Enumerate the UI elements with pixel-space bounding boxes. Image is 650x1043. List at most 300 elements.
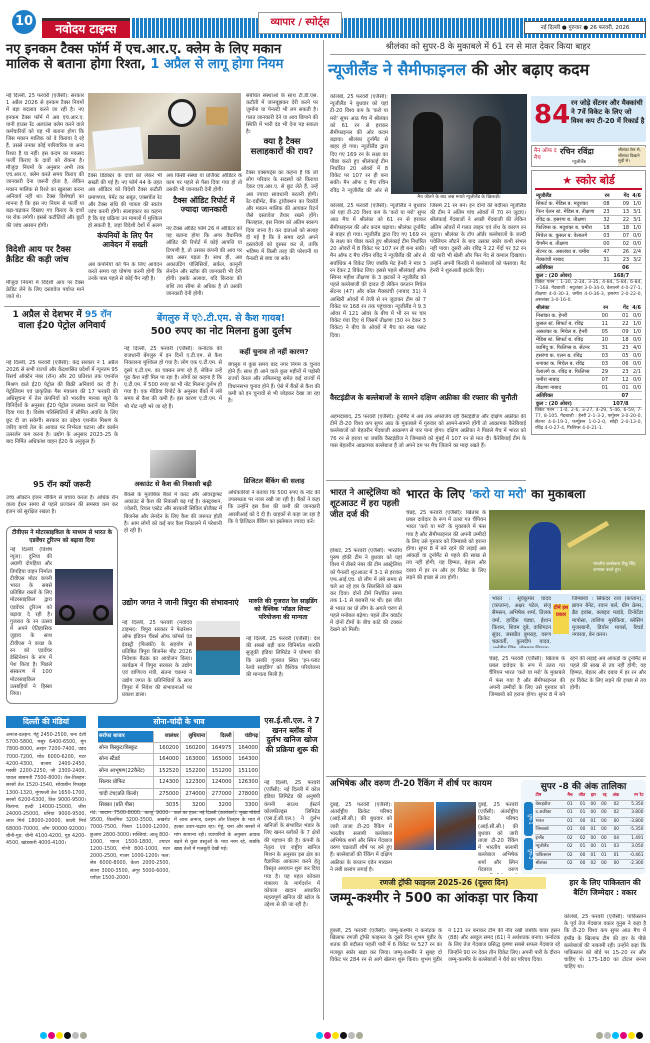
table-cell-value: रन [601, 192, 610, 200]
motm-name: रचिन रविंद्रा [560, 147, 594, 156]
table-cell-value: 3035 [154, 800, 180, 812]
tax-documents-photo [88, 93, 241, 171]
table-cell-value: 00 [599, 312, 609, 320]
points-table [521, 780, 646, 874]
table-cell-value: 164000 [233, 742, 259, 754]
table-cell-value: 02 [611, 240, 631, 248]
table-cell-value: 18 [609, 336, 629, 344]
table-cell-value: 01 [596, 851, 607, 860]
table-cell-label: भारत [535, 817, 563, 826]
table-cell-value: 0/0 [630, 352, 642, 360]
table-cell-value: 08 [603, 200, 610, 207]
table-cell-value: 09 [611, 200, 631, 208]
tax-article-col4: संबंधित संस्थाओं के साथ टी.डी.एस. कटौती में जानबूझकर देरी करने पर जुर्माना या पेनल्टी भी लग सकती है। गलत जानकारी देने या आय छिपाने की स्थिति में भारी दंड भी देना पड़ सकता है। [246, 93, 318, 136]
table-cell-value: 31 [603, 256, 610, 263]
atm-headline-line1: बेंगलुरु में एे.टी.एम. से कैश गायब! [156, 313, 286, 324]
motm-team: न्यूजीलैंड [572, 160, 586, 165]
table-cell-value: -0.461 [620, 851, 644, 860]
tvs-news-box [6, 526, 118, 704]
table-cell-value: मैच [563, 792, 574, 800]
table-cell-value: गेंद [609, 304, 629, 312]
table-cell-value: 1/0 [630, 200, 642, 208]
foreign-income-subhead: विदेशी आय पर टैक्स क्रैडिट की कड़ी जांच [6, 245, 71, 265]
player-figure [473, 116, 501, 194]
audit-subhead: टैक्स ऑडिट रिपोर्ट में ज्यादा जानकारी [173, 196, 235, 215]
color-registration-marks [316, 1024, 364, 1043]
table-cell-value: 277000 [207, 788, 233, 800]
table-cell-value: 29 [599, 368, 609, 376]
table-cell-label: अतिरिक्त [535, 392, 599, 400]
bullion-table [98, 731, 260, 812]
table-cell-label: चैपमैन ब. तीक्षणा [535, 240, 601, 248]
team-row [535, 843, 644, 852]
table-cell-value: 01 [586, 826, 597, 835]
table-cell-value: 164000 [154, 754, 180, 766]
table-cell-value: 07 [599, 376, 609, 384]
hockey-headline: भारत ने आस्ट्रेलिया को शूटआउट में हरा पहली जीत दर्ज की [330, 488, 401, 520]
atm-subhead-election: कहीं चुनाव तो नहीं कारण? [239, 348, 309, 356]
price-row [98, 742, 260, 754]
atm-headline [122, 312, 320, 339]
table-cell-value: 00 [586, 809, 597, 818]
extras-row [535, 264, 642, 272]
tvs-text: नई दिल्ली (विशेष न्यूज): दुनिया की अग्रणी दोपहिया और तिपहिया वाहन निर्माता टीवीएस मोटर कंपनी भारत के सबसे प्रतिष्ठित रास्तों के लिए मोटरसाइकिल द्वारा एडवेंचर टूरिज्म को बढ़ावा दे रही है। गुजरात के रन उत्सव में अपने ऐतिहासिक जुड़ाव के साथ टीवीएस ने कच्छ के रन को एडवेंचर डेस्टिनेशन के रूप में पेश किया है। पिछले संस्करण में 100 मोटरसाइकिल उत्साहियों ने हिस्सा लिया। [10, 547, 52, 697]
scoreboard [531, 170, 646, 435]
nz-lead-col1-cont: कोलंबो, 25 फरवरी (एजैंसी): न्यूजीलैंड ने बुधवार को यहां टी-20 विश्व कप के 'करो या मरो' सुपर आठ मैच में श्रीलंका को 61 रन से हराकर सैमीफाइनल की ओर कदम बढ़ाया। श्रीलंका टूर्नामैंट से बाहर हो गया। न्यूजीलैंड द्वारा दिए गए 169 रन के लक्ष्य का पीछा करते हुए श्रीलंकाई टीम निर्धारित 20 ओवरों में 8 विकेट पर 107 रन ही बना सकी। मैन ऑफ द मैच रचिन रविंद्र ने न्यूजीलैंड की ओर से सर्वाधिक 4 विकेट लिए जबकि मेट हेनरी ने मात्र 3 रन देकर 2 विकेट लिए। इससे पहले श्रीलंकाई ऑफ स्पिनर महीश तीक्षणा के 3 झटकों ने न्यूजीलैंड को पहले बल्लेबाजी की दावत दी लेकिन कप्तान मिचेल सेंटनर (47) और कोल मैक्कांची (नाबाद 31) ने आखिरी ओवरों में तेजी से रन जुटाकर टीम को 7 विकेट पर 168 रन तक पहुंचाया। न्यूजीलैंड ने 9.3 ओवर में 121 ओवर के बीच में भी रन पर चार विकेट गंवा दिए थे जिसमें तीक्षणा (30 रन देकर 3 विकेट) ने बीच के ओवरों में मैच का रुख पलट दिया। [330, 203, 426, 339]
total-row [535, 400, 642, 408]
nz-kicker: श्रीलंका को सुपर-8 के मुकाबले में 61 रन से मात देकर किया बाहर [330, 41, 646, 55]
group1-label: ग्रुप-1 [524, 802, 533, 836]
table-cell-value: -5.350 [620, 826, 644, 835]
table-cell-value: 152200 [180, 765, 206, 777]
tax-headline-line2: मालिक से बताना होगा रिश्ता, [6, 57, 146, 72]
tvs-headline: टीवीएस ने मोटरसाइकिल के माध्यम से भारत के एडवेंचर टूरिज्म को बढ़ावा दिया [11, 530, 113, 544]
batsman-figure [529, 522, 561, 590]
record-text: रन जोड़े सेंटनर और मैक्कांची ने 7वें विकेट के लिए जो विश्व कप टी-20 में रिकार्ड है [571, 99, 645, 125]
table-cell-value: 164300 [233, 754, 259, 766]
table-cell-value: 3/1 [630, 216, 642, 224]
table-cell-value [601, 264, 610, 272]
table-cell-value: 02 [563, 834, 574, 843]
india-headline-highlight: 'करो या मरो' [468, 487, 528, 501]
table-cell-value: 168/7 [611, 272, 631, 280]
cricket-bat [567, 521, 609, 548]
ranking-text-cont: दुबई, 25 फरवरी (एजैंसी): अंतर्राष्ट्रीय क्रिकेट परिषद (आई.सी.सी.) की बुधवार को जारी ताजा टी-20 रैंकिंग में भारतीय सलामी बल्लेबाज अभिषेक शर्मा और स्पिन गेंदबाज वरुण [478, 802, 518, 873]
divider [326, 776, 646, 777]
atm-headline-line2: 500 रुपए का नोट मिलना हुआ दुर्लभ [150, 326, 292, 337]
advisor-text: टैक्स एक्सपर्ट्स का कहना है कि जो लोग परिवार के सदस्यों को किराया देकर एच.आर.ए. से छूट लेते हैं, उन्हें अब ज्यादा सावधानी बरतनी होगी। रेंट-एग्रीमेंट, बैंक ट्रांजैक्शन का रिकॉर्ड और मकान मालिक की आयकर रिटर्न जैसे दस्तावेज तैयार रखने होंगे। फिलहाल, इस नियम को अंतिम स्वरूप दिया जाना है। कर दाताओं को सलाह दी गई है कि वे समय रहते अपने दस्तावेजों को दुरुस्त कर लें, ताकि भविष्य में किसी तरह की परेशानी या पैनल्टी से बचा जा सके। [246, 170, 318, 263]
clock-icon [168, 99, 196, 127]
table-cell-label: सिक्का (प्रति पीस) [98, 800, 154, 812]
team-row [535, 826, 644, 835]
atm-cash-photo [150, 450, 196, 478]
table-cell-label: सोना बिस्कुट/बिस्कुट [98, 742, 154, 754]
batsman-row [535, 216, 642, 224]
table-cell-value: 160200 [154, 742, 180, 754]
table-header-row [98, 731, 260, 742]
table-cell-value: 00 [573, 817, 586, 826]
table-cell-label: सेंटनर क. असलंका ब. चमीरा [535, 248, 601, 256]
table-cell-value: 23 [609, 344, 629, 352]
table-cell-value: 02 [563, 851, 574, 860]
table-cell-label: चमीरा नाबाद [535, 376, 599, 384]
table-cell-value: 01 [563, 826, 574, 835]
team-row [535, 860, 644, 869]
table-cell-value: 09 [609, 328, 629, 336]
table-cell-value: 01 [607, 851, 619, 860]
table-cell-value: 32 [603, 216, 610, 223]
scoreboard-title [535, 173, 642, 190]
table-cell-value: रन रेट [620, 792, 644, 800]
table-cell-label: फिन ऐलन स्टं. मेंडिस ब. तीक्षणा [535, 208, 601, 216]
motorcycle-wheel [93, 605, 109, 621]
table-cell-value: 22 [609, 320, 629, 328]
tripura-text: नई दिल्ली, 25 फरवरी (नवोदय टाइम्स): त्रिपुरा सरकार ने फेडरेशन ऑफ इंडियन चैंबर्स ऑफ कॉमर्स एंड इंडस्ट्री (फिक्की) के सहयोग से प्रतिष्ठित त्रिपुरा बिजनेस मीट 2026 निवेशक बैठक का आयोजन किया। कार्यक्रम में त्रिपुरा सरकार के उद्योग एवं वाणिज्य मंत्री, संतना चकमा ने उद्योग जगत के प्रतिनिधियों के साथ त्रिपुरा में निवेश की संभावनाओं पर प्रकाश डाला। [122, 620, 192, 699]
atm-election-text: बेंगलुरु में कुछ समय बाद नगर निगम के चुनाव होने हैं। साथ ही आने वाले कुछ महीनों में पड़ोसी राज्यों केरल और तमिलनाडु समेत कई राज्यों में विधानसभा चुनाव होने हैं। ऐसे में बैंकों से कैश की कमी को इन चुनावों से भी जोड़कर देखा जा रहा है। [228, 362, 320, 405]
table-cell-value: 11 [599, 320, 609, 328]
table-cell-value: 151100 [233, 765, 259, 777]
ethanol-subhead: 95 रॉन क्यों जरूरी [33, 480, 91, 489]
table-cell-value: 23 [609, 368, 629, 376]
table-cell-value: 06 [611, 264, 631, 272]
batsman-row [535, 312, 642, 320]
squad-india: भारत : सूर्यकुमार यादव (कप्तान), अक्षर पटेल, संजू सैमसन, अभिषेक शर्मा, तिलक वर्मा, हार्दिक पंड्या, ईशान किशन, शिवम दुबे, वाशिंगटन सुंदर, जसप्रीत बुमराह, वरुण चक्रवर्ती, कुलदीप यादव, [492, 596, 551, 646]
table-cell-label: पाकिस्तान [535, 851, 563, 860]
team-row [535, 851, 644, 860]
table-cell-label: सर्राफा बाजार [98, 731, 154, 742]
india-text: चेन्नई, 25 फरवरी (एजैंसी): खिताब के प्रबल दावेदार के रूप में उतरा गत चैंपियन भारत 'करो या मरो' के मुकाबले में फंस गया है और सैमीफाइनल की अपनी उम्मीदों के लिए उसे गुरुवार को जिम्बाब्वे को हराना होगा। सुपर 8 में बने रहने की लड़ाई अब आंकड़ों या टूर्नामैंट से पहले की साख से तय नहीं होगी; यह हिम्मत, बेहतर और दबाव में हर रन और हर विकेट के लिए लड़ने की इच्छा से तय होगी। [406, 510, 486, 581]
table-cell-label: चांदी टंच(प्रति किलो) [98, 788, 154, 800]
table-cell-value: 4/6 [630, 304, 642, 312]
table-cell-value [630, 392, 642, 400]
atm-withdrawal-text: बैंकर्स के मुताबिक बैंकों में करंट और ओवरड्राफ्ट अकाउंट से कैश की निकासी बढ़ गई है। कंस्ट्रक्शन, ज्वेलरी, रियल एस्टेट और सरकारी सिविल प्रोजैक्ट में बिजनेस और लेनदेन के लिए कैश की जरूरत होती है। आम लोगों को कई बार कैश निकालने में परेशानी हो रही है। [124, 492, 222, 535]
table-cell-value: 0/0 [630, 232, 642, 240]
color-registration-marks [596, 1024, 644, 1043]
nz-headline-highlight: न्यूजीलैंड ने सैमीफाइनल [328, 60, 467, 79]
table-cell-value: 1/0 [630, 224, 642, 232]
atm-subhead-withdrawal: अकाउंट से कैश की निकासी बढ़ी [134, 480, 212, 488]
nz-photo-caption: मैच जीतने के बाद जश्न मनाते न्यूजीलैंड के खिलाड़ी। [417, 195, 501, 200]
table-cell-value: 05 [599, 328, 609, 336]
batsman-row [535, 352, 642, 360]
table-cell-label: वेलालगे क. रविंद्र ब. फिलिप्स [535, 368, 599, 376]
points-table-title: सुपर -8 की अंक तालिका [540, 782, 627, 792]
ranking-headline: अभिषेक और वरुण टी-20 रैंकिंग में शीर्ष पर कायम [330, 779, 492, 789]
table-cell-value: 1/0 [630, 328, 642, 336]
maruti-headline: मारुति की गुजरात रेल साइडिंग को वैश्विक 'मॉडल शिफ्ट' परियोजना की मान्यता [248, 598, 318, 621]
table-cell-label: फिलिप्स क. मदुशंका ब. चमीरा [535, 224, 601, 232]
ethanol-headline-part1: 1 अप्रैल से देशभर में [12, 310, 85, 320]
table-cell-value: 164975 [207, 742, 233, 754]
hockey-text: होबार्ट, 25 फरवरी (एजैंसी): भारतीय पुरुष हॉकी टीम ने बुधवार को यहां विश्व में तीसरे नंबर की टीम आस्ट्रेलिया को पैनल्टी शूटआउट में 3-1 से हराकर एफ.आई.एच. प्रो लीग में लंबे समय से चले आ रहे हार के सिलसिले को खत्म कर दिया। दोनों टीमें निर्धारित समय तक 1-1 से बराबरी पर थीं। इस जीत से भारत का प्रो लीग के अगले चरण से पहले मनोबल बढ़ेगा। पहले तीन क्वार्टर में दोनों टीमों के बीच कांटे की टक्कर देखने को मिली। [330, 548, 402, 634]
motorcycle-photo [55, 569, 113, 625]
tax-headline-line1: नए इनकम टैक्स फॉर्म में एच.आर.ए. क्लेम के लिए मकान [6, 42, 282, 57]
team-row [535, 817, 644, 826]
batsman-row [535, 336, 642, 344]
tax-form-paper [92, 127, 144, 170]
table-cell-label: मेंडिस स्टं. सिफर्ट ब. रविंद्र [535, 336, 599, 344]
table-cell-value: 23 [603, 208, 610, 215]
table-cell-value: 3200 [207, 800, 233, 812]
table-cell-value: 02 [586, 860, 597, 869]
table-cell-value: 00 [596, 826, 607, 835]
table-cell-label: कुसल स्टं. सिफर्ट ब. रविंद्र [535, 320, 599, 328]
table-cell-label: असलंका क. मिचेल ब. हेनरी [535, 328, 599, 336]
table-cell-value: 01 [609, 384, 629, 392]
foreign-income-text: मौजूदा नियमों में विदेशी आय पर टैक्स क्रेडिट लेने के लिए दस्तावेज पर्याप्त माने जाते थे। [6, 280, 84, 301]
price-row [98, 788, 260, 800]
squad-box [489, 594, 646, 652]
nz-celebration-photo [391, 94, 527, 194]
table-cell-label: वेस्टइंडीज [535, 800, 563, 809]
squad-badge: टीमें इस प्रकार [553, 604, 569, 634]
table-cell-value: 01 [599, 384, 609, 392]
nz-headline-rest: की ओर बढ़ाए कदम [466, 60, 590, 79]
wi-text: अहमदाबाद, 25 फरवरी (एजैंसी): टूर्नामैंट में अब तक अपराजेय रही वैस्टइंडीज और दक्षिण अफ्रीका की टीमें टी-20 विश्व कप सुपर आठ के मुकाबले में गुरुवार को आमने-सामने होंगी तो आक्रामक कैरेबियाई बल्लेबाजों को बेहतरीन गेंदबाजी आक्रमण से पार पाना होगा। दक्षिण अफ्रीका ने पिछले मैच में भारत को 76 रन से हराया था जबकि वैस्टइंडीज ने जिम्बाब्वे को मुंबई में 107 रन से मात दी। कैरेबियाई टीम के पास बेहतरीन आक्रामक बल्लेबाज हैं जो अपने दम पर मैच जिताने का माद्दा रखते हैं। [330, 414, 526, 449]
table-cell-value: 01 [586, 851, 597, 860]
table-cell-value: 5.350 [620, 800, 644, 809]
wi-headline: वैस्टइंडीज के बल्लेबाजों के सामने दक्षिण अफ्रीका की रफ्तार की चुनौती [330, 393, 518, 402]
table-cell-value: 00 [596, 809, 607, 818]
table-cell-value: 00 [596, 834, 607, 843]
table-cell-value: 0/0 [630, 336, 642, 344]
motm-note: श्रीलंका टेस्ट से, श्रीलंका दिखाने सूची से। [618, 147, 646, 166]
nz-lead-col1: कोलंबो, 25 फरवरी (एजैंसी): न्यूजीलैंड ने बुधवार को यहां टी-20 विश्व कप के 'करो या मरो' सुपर आठ मैच में श्रीलंका को 61 रन से हराकर सैमीफाइनल की ओर कदम बढ़ाया। श्रीलंका टूर्नामैंट से बाहर हो गया। न्यूजीलैंड द्वारा दिए गए 169 रन के लक्ष्य का पीछा करते हुए श्रीलंकाई टीम निर्धारित 20 ओवरों में 8 विकेट पर 107 रन ही बना सकी। मैन ऑफ द मैच रचिन रविंद्र ने न्यूजीलैंड की ओर से [330, 94, 388, 194]
table-cell-value: 00 [596, 817, 607, 826]
table-cell-value: 04 [607, 834, 619, 843]
table-cell-label: अतिरिक्त [535, 264, 601, 272]
batsman-row [535, 248, 642, 256]
atm-text: नई दिल्ली, 25 फरवरी (एजैंसी): कर्नाटक की राजधानी बेंगलुरु में इन दिनों ए.टी.एम. से कैश निकालना मुश्किल हो गया है। लोग एक ए.टी.एम. से दूसरे ए.टी.एम. का चक्कर लगा रहे हैं, लेकिन उन्हें पूरा कैश नहीं मिल पा रहा है। लोगों का कहना है कि ए.टी.एम. में 500 रुपए का भी नोट मिलना दुर्लभ हो गया है। एक मीडिया रिपोर्ट के अनुसार बैंकों में लंबे समय से कैश की कमी है। इस कारण ए.टी.एम. में भी नोट नहीं भरे जा रहे हैं। [124, 346, 222, 410]
nz-article-col2: जिसमें 21 रन बने। इन दोनों की बदौलत न्यूजीलैंड की टीम ने अंतिम पांच ओवरों में 70 रन जुटाए। श्रीलंकाई गेंदबाजों ने अच्छी गेंदबाजी की लेकिन अंतिम ओवरों में गलत लाइन एवं लेंथ के कारण रन लुटाए। श्रीलंका के टॉप ऑर्डर बल्लेबाजों के जल्दी पवेलियन लौटने के बाद उसका स्कोर कभी संभल नहीं पाया। दूसरी ओर रविंद्र ने 22 गेंदों पर 32 रन की पारी भी खेली और फिर गेंद से कमाल दिखाया। उन्होंने अपनी फिरकी में बल्लेबाजों को फंसाया। मैट हेनरी ने शुरुआती झटके दिए। [430, 203, 526, 274]
secl-headline: एस.ई.सी.एल. ने 7 खनन ब्लॉक में दुर्लभ खनिज खोज की प्रक्रिया शुरू की [264, 716, 320, 754]
batsman-row [535, 256, 642, 264]
table-cell-value: चंडीगढ़ [233, 731, 259, 742]
atm-digital-text: अधिकारियों ने बताया कि 500 रुपए के नोट की उपलब्धता पर नजर रखी जा रही है। बैंकों ने कहा कि उन्होंने इस कैश की कमी की जानकारी आरबीआई को दे दी है। ग्राहकों से कहा जा रहा है कि वे डिजिटल बैंकिंग का इस्तेमाल ज्यादा करें। [228, 490, 320, 525]
player-figure [413, 112, 443, 192]
section-label: व्यापार / स्पोर्ट्स [258, 12, 342, 34]
squad-zimbabwe: जिम्बाब्वे : सिकंदर रजा (कप्तान), ब्रायन बेनेट, रयान बर्ल, ग्रीम क्रेमर, ब्रैड इवांस, क्लाइव मडांडे, टिनोटेंडा मापोसा, ताशिंगा मुसेकिवा, ब्लेसिंग मुजरबानी, डियोन मायर्स, रिचर्ड नगारवा, बेन करन। [572, 596, 643, 639]
table-cell-value: 4/6 [630, 192, 642, 200]
table-cell-value: 13 [611, 208, 631, 216]
table-cell-label: द.अफ्रीका [535, 809, 563, 818]
mandi-title-bar: दिल्ली की मंडियां [6, 716, 86, 728]
ranji-kicker: रणजी ट्रॉफी फाइनल 2025-26 (दूसरा दिन) [342, 877, 546, 889]
page-header [0, 0, 650, 42]
table-cell-value: 151200 [207, 765, 233, 777]
masthead-logo: नवोदय टाइम्स [42, 18, 130, 38]
table-cell-value: 2/1 [630, 368, 642, 376]
team-row [535, 834, 644, 843]
table-cell-value: 22 [611, 216, 631, 224]
table-cell-value: रद्द [596, 792, 607, 800]
tripura-headline: उद्योग जगत ने जानी त्रिपुरा की संभावनाएं [122, 598, 239, 607]
batsman-row [535, 328, 642, 336]
audit-text: नए टैक्स ऑडिट फॉर्म 26 में ऑडिटर को यह बताना होगा कि अगर वैधानिक ऑडिट की रिपोर्ट में कोई आपत्ति या टिप्पणी है, तो उसका कंपनी की आय पर क्या असर पड़ता है। साथ ही, अब अकाउंटिंग पॉलिसियों, सर्कल, कानूनी लेनदेन और स्टॉक की जानकारी भी देनी होगी। इसके अलावा, यदि किराया की राशि तय सीमा से अधिक है तो उसकी जानकारी देनी होगी। [166, 226, 242, 297]
bullion-title-bar: सोना-चांदी के भाव [98, 716, 260, 728]
ranji-text: हुबली, 25 फरवरी (एजैंसी): जम्मू-कश्मीर ने कर्नाटक के खिलाफ रणजी ट्रॉफी फाइनल के दूसरे दिन शुभम पुंडीर के शतक की बदौलत पहली पारी में 6 विकेट पर 527 रन का मजबूत स्कोर खड़ा कर लिया। जम्मू-कश्मीर ने सुबह दो विकेट पर 284 रन से आगे खेलना शुरू किया। शुभम पुंडीर ने 121 रन बनाकर टीम की नींव रखी जबकि यावर हसन (88) और अब्दुल समद (61) ने अर्धशतक बनाए। कर्नाटक के लिए तेज गेंदबाज प्रसिद्ध कृष्णा सबसे सफल गेंदबाज रहे जिन्होंने 90 रन देकर तीन विकेट लिए। अपनी पारी के दौरान जम्मू-कश्मीर के बल्लेबाजों ने धैर्य का परिचय दिया। [330, 928, 560, 963]
table-cell-value: 02 [573, 834, 586, 843]
total-row [535, 272, 642, 280]
table-cell-value [630, 272, 642, 280]
tax-headline-highlight: 1 अप्रैल से लागू होगा नियम [150, 57, 284, 72]
table-cell-label: कुल : (20 ओवर) [535, 400, 599, 408]
india-photo-caption: भारतीय बल्लेबाज रिंकू सिंह अभ्यास करते हुए। [593, 562, 636, 573]
table-cell-value: 3200 [180, 800, 206, 812]
tax-headline [6, 42, 318, 90]
table-cell-value: 0/0 [630, 360, 642, 368]
table-cell-value: 01 [573, 809, 586, 818]
market-report-text: कल का हाल: नई दिल्ली (कारोबार): मुख्य मंडियों में आज अनाज, दलहन और तिलहन के भाव में हल्का उतार-चढ़ाव रहा। गेहूं, चना और सरसों में मांग सामान्य रही। व्यापारियों के अनुसार आवक बढ़ने से कुछ वस्तुओं के भाव नरम रहे, जबकि खाद्य तेलों में मजबूती देखी गई। [174, 811, 260, 853]
ethanol-text: नई दिल्ली, 25 फरवरी (एजैंसी): केंद्र सरकार ने 1 अप्रैल 2026 से सभी राज्यों और केंद्रशासित प्रदेशों में न्यूनतम 95 रिसर्च ऑक्टेन नंबर (रॉन) और 20 प्रतिशत तक एथनॉल मिश्रण वाले ई20 पेट्रोल की बिक्री अनिवार्य कर दी है। पेट्रोलियम एवं प्राकृतिक गैस मंत्रालय की 17 फरवरी की अधिसूचना में तेल कंपनियों को भारतीय मानक ब्यूरो के विनिर्देशों के अनुसार ई20 पेट्रोल उपलब्ध कराने का निर्देश दिया गया है। विशेष परिस्थितियों में सीमित अवधि के लिए छूट दी जा सकेगी। सरकार का उद्देश्य एथनॉल मिश्रण के जरिए कच्चे तेल के आयात पर निर्भरता घटाना और कार्बन उत्सर्जन कम करना है। उद्योग के अनुसार 2023-25 के बाद निर्मित अधिकांश वाहन ई20 के अनुकूल हैं। [6, 360, 118, 446]
abhishek-photo [394, 802, 434, 850]
nz-batting-table [535, 192, 642, 280]
india-text-cont: चेन्नई, 25 फरवरी (एजैंसी): खिताब के प्रबल दावेदार के रूप में उतरा गत चैंपियन भारत 'करो या मरो' के मुकाबले में फंस गया है और सैमीफाइनल की अपनी उम्मीदों के लिए उसे गुरुवार को जिम्बाब्वे को हराना होगा। सुपर 8 में बने रहने की लड़ाई अब आंकड़ों या टूर्नामैंट से पहले की साख से तय नहीं होगी; यह हिम्मत, बेहतर और दबाव में हर रन और हर विकेट के लिए लड़ने की इच्छा से तय होगी। [489, 656, 646, 699]
table-cell-value: 03 [607, 843, 619, 852]
team-row [535, 800, 644, 809]
batsman-row [535, 344, 642, 352]
batsman-row [535, 232, 642, 240]
color-registration-marks [40, 1024, 88, 1043]
table-header-row [535, 304, 642, 312]
table-cell-value: 00 [603, 240, 610, 247]
table-cell-value: 00 [607, 860, 619, 869]
table-cell-value: 160200 [180, 742, 206, 754]
table-cell-label: न्यूजीलैंड [535, 843, 563, 852]
price-row [98, 765, 260, 777]
table-cell-value: 01 [563, 809, 574, 818]
extras-row [535, 392, 642, 400]
table-cell-value: जालंधर [154, 731, 180, 742]
table-header-row [535, 192, 642, 200]
price-row [98, 754, 260, 766]
bullion-price-table [98, 731, 260, 812]
tax-article-col3: अब किसी संस्था या प्रोजैक्ट ऑडिटर के काम पर पहले से पैसा दिया गया हो तो उसकी भी जानकारी देनी होगी। [166, 173, 242, 194]
pan-text: अब कंपनियों को पैन के लिए आवेदन करते समय यह घोषणा करनी होगी कि उनके पास पहले से कोई पैन नहीं है। [88, 262, 162, 283]
batsman-row [535, 240, 642, 248]
table-cell-label: श्रीलंका [535, 860, 563, 869]
ethanol-headline [6, 310, 118, 332]
india-headline-part1: भारत के लिए [406, 487, 469, 501]
nz-fall-of-wickets: विकेट पतन : 1-30, 2-34, 3-35, 4-84, 5-84, 6-84, 7-168. गेंदबाजी : मदुशंका 3-0-34-0, वेलालगे 4-0-27-1, तीक्षणा 4-0-30-3, चमीरा 4-0-36-3, हसरंगा 2-0-22-0, असलंका 3-0-16-0. [535, 280, 642, 303]
ethanol-headline-part2: वाला ई20 पेट्रोल अनिवार्य [18, 321, 106, 331]
table-cell-value: 03 [599, 360, 609, 368]
sl-fall-of-wickets: विकेट पतन : 1-0, 2-6, 3-27, 4-29, 5-46, 6-59, 7-77, 8-105. गेंदबाजी : हेनरी 2-1-3-2, फर्गुसन 3-0-20-0, सेंटनर 4-0-19-1, फर्ग्युसन 1-0-2-0, सोढ़ी 2-0-13-0, रविंद्र 4-0-27-4, फिलिप्स 4-0-21-1. [535, 408, 642, 431]
star-icon: ★ [562, 174, 576, 187]
table-cell-value: 01 [609, 312, 629, 320]
varun-photo [436, 802, 476, 850]
batsman-row [535, 360, 642, 368]
table-cell-value [630, 264, 642, 272]
table-cell-value: अंक [607, 792, 619, 800]
table-cell-value: 01 [573, 843, 586, 852]
india-headline-part2: का मुकाबला [527, 487, 586, 501]
table-cell-value: 07 [609, 392, 629, 400]
divider [326, 480, 526, 481]
team-row [535, 809, 644, 818]
table-cell-value: 23 [611, 256, 631, 264]
table-cell-value: 02 [607, 800, 619, 809]
scoreboard-title-text: स्कोर बोर्ड [575, 174, 615, 187]
table-cell-value: 00 [586, 843, 597, 852]
table-cell-value: 47 [603, 248, 610, 255]
table-cell-value: 01 [563, 817, 574, 826]
advisor-subhead: क्या है टैक्स सलाहकारों की राय? [250, 137, 314, 157]
table-cell-value: 00 [607, 817, 619, 826]
mandi-text: अनाज-दलहन: गेहूं 2450-2500, चना देशी 5700-5800, मसूर 6400-6500, मूंग 7800-8000, अरहर 7200-7400, उड़द 7000-7200, मोठ 6000-6200, मटर 4200-4300, बाजरा 2400-2450, मक्की 2200-2250, जौ 2300-2400, चावल बासमती 7500-8000। तेल-तिलहन: सरसों तेल 1520-1540, सोयाबीन रिफाइंड 1300-1320, मूंगफली तेल 1650-1700, सरसों 6200-6300, तिल 9000-9500। किराना: हल्दी 14000-15000, जीरा 24000-25000, धनिया 9000-9500, लाल मिर्च 18000-20000, काली मिर्च 68000-70000, लौंग 90000-92000। चीनी-गुड़: चीनी 4100-4200, गुड़ 4200-4500, खांडसारी 4000-4100। [6, 733, 86, 847]
batsman-row [535, 200, 642, 208]
table-cell-value: 01 [573, 800, 586, 809]
table-cell-label: जिम्बाब्वे [535, 826, 563, 835]
ethanol-subtext: उच्च ऑक्टेन इंजन नॉकिंग से बचाव करता है। अधिक रॉन वाला ईंधन समय से पहले प्रज्वलन की समस्या कम कर इंजन को सुरक्षित रखता है। [6, 495, 118, 516]
table-cell-value: 00 [573, 851, 586, 860]
table-cell-value: 02 [607, 809, 619, 818]
table-cell-label: शनाका क. मिचेल ब. रविंद्र [535, 360, 599, 368]
batsman-row [535, 208, 642, 216]
table-cell-value: 165000 [207, 754, 233, 766]
table-cell-value: लुधियाना [180, 731, 206, 742]
table-cell-value: गेंद [611, 192, 631, 200]
column-divider [323, 40, 324, 1020]
table-cell-label: सिफर्ट क. मेंडिस ब. मदुशंका [535, 200, 601, 208]
table-cell-value [601, 272, 610, 280]
rinku-batting-photo [489, 510, 645, 590]
table-cell-value: 01 [586, 817, 597, 826]
nz-headline [328, 58, 648, 82]
table-cell-value: 01 [563, 800, 574, 809]
tax-article-col1: नई दिल्ली, 25 फरवरी (एजैंसी): सरकार 1 अप्रैल 2026 से इनकम टैक्स नियमों में बड़ा बदलाव करने जा रही है। नए इनकम टैक्स फॉर्म में अब एच.आर.ए. यानी हाउस रेंट अलाउंस क्लेम करने वाले कर्मचारियों को यह भी बताना होगा कि जिस मकान मालिक को वे किराया दे रहे हैं, उससे उनका कोई पारिवारिक या अन्य रिश्ता है या नहीं। इस कदम का मकसद फर्जी किराए के दावों को रोकना है। मौजूदा नियमों के अनुसार अभी तक एच.आर.ए. क्लेम करते समय किराए की जानकारी देना जरूरी होता है, लेकिन मकान मालिक से रिश्ते का खुलासा करना अनिवार्य नहीं था। टैक्स विशेषज्ञों का मानना है कि इस नए नियम से फर्जी या बढ़ा-चढ़ाकर दिखाए गए किराए के दावों पर रोक लगेगी। इससे कटौतियों और छूटों की जांच आसान होगी। [6, 93, 84, 229]
table-cell-label: टीम [535, 792, 563, 800]
table-cell-value: 01 [596, 843, 607, 852]
page-number-badge: 10 [12, 10, 36, 34]
table-cell-value: 03 [599, 352, 609, 360]
table-cell-value: 05 [609, 352, 629, 360]
table-cell-value: 00 [607, 826, 619, 835]
table-cell-value: -3.800 [620, 817, 644, 826]
table-cell-label: श्रीलंका [535, 304, 599, 312]
table-cell-value: 12 [609, 376, 629, 384]
batsman-row [535, 384, 642, 392]
table-cell-value: 124300 [154, 777, 180, 789]
table-cell-value: 3.050 [620, 843, 644, 852]
india-headline [406, 488, 646, 502]
table-cell-label: हसरंगा क. एलन ब. रविंद्र [535, 352, 599, 360]
table-cell-value: 4/0 [630, 344, 642, 352]
table-cell-value: 03 [603, 232, 610, 239]
table-cell-label: रविंद्र क. हसरंगा ब. तीक्षणा [535, 216, 601, 224]
table-cell-value: 278000 [233, 788, 259, 800]
atm-subhead-digital: डिजिटल बैंकिंग की सलाह [243, 477, 305, 485]
secl-text: नई दिल्ली, 25 फरवरी (एजैंसी): नई दिल्ली में कोल इंडिया लिमिटेड की अनुषंगी कंपनी साउथ ईस्टर्न कोलफील्ड्स लिमिटेड (एस.ई.सी.एल.) ने दुर्लभ खनिजों के संभावित भंडार के लिए खनन ब्लॉकों के 7 क्षेत्रों की पहचान की है। कंपनी के नेतृत्व एवं राष्ट्रीय खनिज मिशन के अनुसार इस क्षेत्र का वैज्ञानिक आकलन करने हेतु विस्तृत अध्ययन शुरू कर दिया गया है। यह पहल कोयला मंत्रालय के मार्गदर्शन में कोयला खदान आधारित महत्वपूर्ण खनिज की खोज के उद्देश्य से की जा रही है। [264, 780, 320, 909]
sl-batting-table [535, 304, 642, 408]
table-cell-value: 0/0 [630, 312, 642, 320]
table-cell-value: हार [586, 792, 597, 800]
ranji-headline: जम्मू-कश्मीर ने 500 का आंकड़ा पार किया [330, 891, 538, 906]
record-box [531, 96, 646, 142]
table-cell-value: रन [599, 304, 609, 312]
calculator-icon [148, 135, 180, 159]
table-cell-label: तीक्षणा नाबाद [535, 384, 599, 392]
dateline: नई दिल्ली ● गुरुवार ● 26 फरवरी, 2026 [524, 21, 646, 34]
table-cell-label: न्यूजीलैंड [535, 192, 601, 200]
table-cell-value: -2.300 [620, 860, 644, 869]
table-cell-value: 00 [596, 860, 607, 869]
table-cell-value: 3/1 [630, 208, 642, 216]
man-of-match-box [531, 145, 646, 167]
table-cell-value: 3/2 [630, 256, 642, 264]
mandi-text-2: मेवे: बादाम 7500-8000, काजू 9000-9500, किशमिश 3200-3500, अखरोट 7000-7500, पिस्ता 11000-12000, छुआरा 2800-3000। सब्जियां: आलू 800-1000, प्याज 1500-1800, टमाटर 1200-1500, गोभी 800-1000, मटर 2000-2500, गाजर 1000-1200। फल: सेब 6000-8000, केला 2000-2500, संतरा 3000-3500, अंगूर 5000-6000, पपीता 1500-2000। [90, 811, 170, 881]
table-cell-value: 163000 [180, 754, 206, 766]
